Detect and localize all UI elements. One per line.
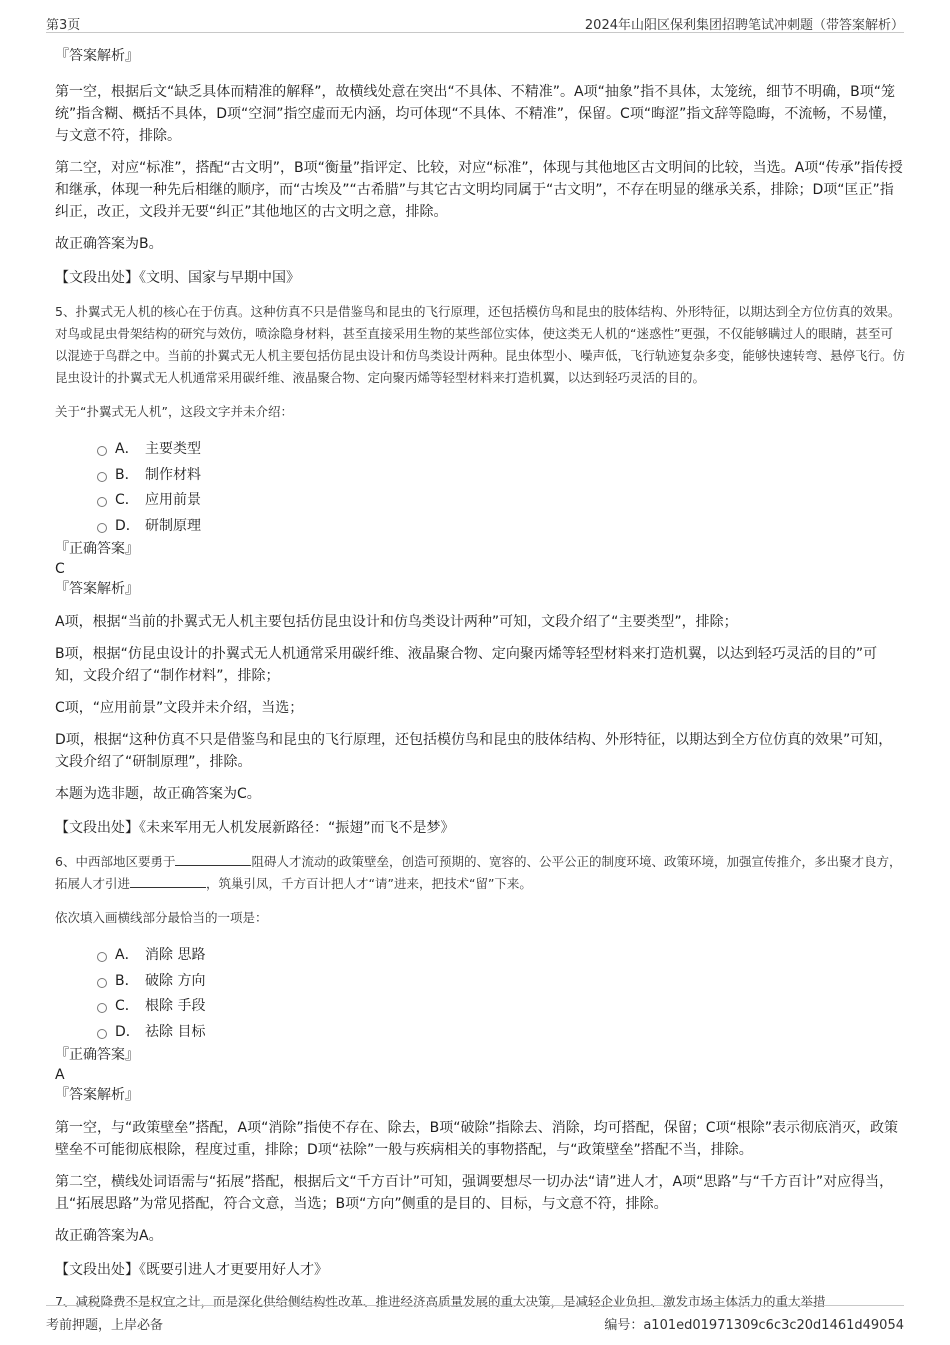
radio-icon[interactable]	[97, 978, 107, 988]
q5-analysis-c: C项，“应用前景”文段并未介绍，当选；	[55, 700, 304, 716]
q5-analysis-b: B项，根据“仿昆虫设计的扑翼式无人机通常采用碳纤维、液晶聚合物、定向聚丙烯等轻型材料来打造机翼，以达到轻巧灵活的目的”可知，文段介绍了“制作材料”，排除；	[55, 646, 878, 684]
q6-question-text: 6、中西部地区要勇于 阻碍人才流动的政策壁垒，创造可预期的、宽容的、公平公正的制度环境、政策环境，加强宣传推介，多出聚才良方，拓展人才引进 ，筑巢引凤，千方百计把人才“请”进来，把技术“留”下来。	[55, 854, 902, 891]
radio-icon[interactable]	[97, 1029, 107, 1039]
q5-analysis-d: D项，根据“这种仿真不只是借鉴鸟和昆虫的飞行原理，还包括模仿鸟和昆虫的肢体结构、外形特征，以期达到全方位仿真的效果”可知，文段介绍了“研制原理”，排除。	[55, 732, 893, 770]
document-id: 编号：a101ed01971309c6c3c20d1461d49054	[604, 1318, 904, 1333]
q5-option-c[interactable]: C． 应用前景	[97, 488, 905, 514]
q6-answer: A	[55, 1067, 65, 1083]
q4-analysis-p1: 第一空，根据后文“缺乏具体而精准的解释”，故横线处意在突出“不具体、不精准”。A项“抽象”指不具体，太笼统，细节不明确，B项“笼统”指含糊、概括不具体，D项“空洞”指空虚而无内涵，均可体现“不具体、不精准”，保留。C项“晦涩”指文辞等隐晦，不流畅，不易懂，与文意不符，排除。	[55, 84, 897, 144]
q5-answer: C	[55, 561, 65, 577]
q5-answer-label: 『正确答案』	[55, 541, 139, 557]
q5-options	[55, 437, 905, 539]
q4-source: 【文段出处】《文明、国家与早期中国》	[55, 270, 300, 286]
q4-analysis-label: 『答案解析』	[55, 48, 139, 64]
document-body	[55, 44, 906, 1309]
q6-prompt: 依次填入画横线部分最恰当的一项是：	[55, 910, 268, 925]
radio-icon[interactable]	[97, 523, 107, 533]
fill-blank	[130, 875, 206, 888]
footer-slogan: 考前押题，上岸必备	[46, 1318, 164, 1333]
q4-analysis-p2: 第二空，对应“标准”，搭配“古文明”，B项“衡量”指评定、比较，对应“标准”，体现与其他地区古文明间的比较，当选。A项“传承”指传授和继承，体现一种先后相继的顺序，而“古埃及”“古希腊”与其它古文明均同属于“古文明”，不存在明显的继承关系，排除；D项“匡正”指纠正，改正，文段并无要“纠正”其他地区的古文明之意，排除。	[55, 160, 903, 220]
page-header	[46, 12, 904, 33]
q5-analysis-label: 『答案解析』	[55, 581, 139, 597]
q6-options	[55, 943, 905, 1045]
document-title: 2024年山阳区保利集团招聘笔试冲刺题（带答案解析）	[584, 18, 904, 33]
q6-analysis-p2: 第二空，横线处词语需与“拓展”搭配，根据后文“千方百计”可知，强调要想尽一切办法“请”进人才，A项“思路”与“千方百计”对应得当，且“拓展思路”为常见搭配，符合文意，当选；B项“方向”侧重的是目的、目标，与文意不符，排除。	[55, 1174, 894, 1212]
q6-answer-label: 『正确答案』	[55, 1047, 139, 1063]
q6-source: 【文段出处】《既要引进人才更要用好人才》	[55, 1262, 328, 1278]
q5-option-d[interactable]: D． 研制原理	[97, 514, 905, 540]
radio-icon[interactable]	[97, 1003, 107, 1013]
q6-analysis-label: 『答案解析』	[55, 1087, 139, 1103]
radio-icon[interactable]	[97, 472, 107, 482]
q7-question-cut: 7、减税降费不是权宜之计，而是深化供给侧结构性改革、推进经济高质量发展的重大决策，是减轻企业负担、激发市场主体活力的重大举措	[55, 1294, 826, 1309]
q5-prompt: 关于“扑翼式无人机”，这段文字并未介绍：	[55, 404, 293, 419]
radio-icon[interactable]	[97, 446, 107, 456]
page-footer	[46, 1305, 904, 1336]
q6-conclusion: 故正确答案为A。	[55, 1228, 163, 1244]
q5-analysis-a: A项，根据“当前的扑翼式无人机主要包括仿昆虫设计和仿鸟类设计两种”可知，文段介绍了“主要类型”，排除；	[55, 614, 738, 630]
q6-option-b[interactable]: B． 破除 方向	[97, 969, 905, 995]
q5-option-a[interactable]: A． 主要类型	[97, 437, 905, 463]
q6-option-c[interactable]: C． 根除 手段	[97, 994, 905, 1020]
radio-icon[interactable]	[97, 952, 107, 962]
q5-conclusion: 本题为选非题，故正确答案为C。	[55, 786, 261, 802]
page-number: 第3页	[46, 18, 81, 33]
q6-analysis-p1: 第一空，与“政策壁垒”搭配，A项“消除”指使不存在、除去，B项“破除”指除去、消除，均可搭配，保留；C项“根除”表示彻底消灭，政策壁垒不可能彻底根除，程度过重，排除；D项“祛除”一般与疾病相关的事物搭配，与“政策壁垒”搭配不当，排除。	[55, 1120, 898, 1158]
q6-option-d[interactable]: D． 祛除 目标	[97, 1020, 905, 1046]
q5-option-b[interactable]: B． 制作材料	[97, 463, 905, 489]
radio-icon[interactable]	[97, 497, 107, 507]
q6-option-a[interactable]: A． 消除 思路	[97, 943, 905, 969]
fill-blank	[175, 853, 251, 866]
q4-conclusion: 故正确答案为B。	[55, 236, 163, 252]
q5-source: 【文段出处】《未来军用无人机发展新路径：“振翅”而飞不是梦》	[55, 820, 455, 836]
q5-question-text: 5、扑翼式无人机的核心在于仿真。这种仿真不只是借鉴鸟和昆虫的飞行原理，还包括模仿鸟和昆虫的肢体结构、外形特征，以期达到全方位仿真的效果。对鸟或昆虫骨架结构的研究与效仿，喷涂隐身材料，甚至直接采用生物的某些部位实体，使这类无人机的“迷惑性”更强，不仅能够瞒过人的眼睛，甚至可以混迹于鸟群之中。当前的扑翼式无人机主要包括仿昆虫设计和仿鸟类设计两种。昆虫体型小、噪声低，飞行轨迹复杂多变，能够快速转弯、悬停飞行。仿昆虫设计的扑翼式无人机通常采用碳纤维、液晶聚合物、定向聚丙烯等轻型材料来打造机翼，以达到轻巧灵活的目的。	[55, 304, 906, 385]
